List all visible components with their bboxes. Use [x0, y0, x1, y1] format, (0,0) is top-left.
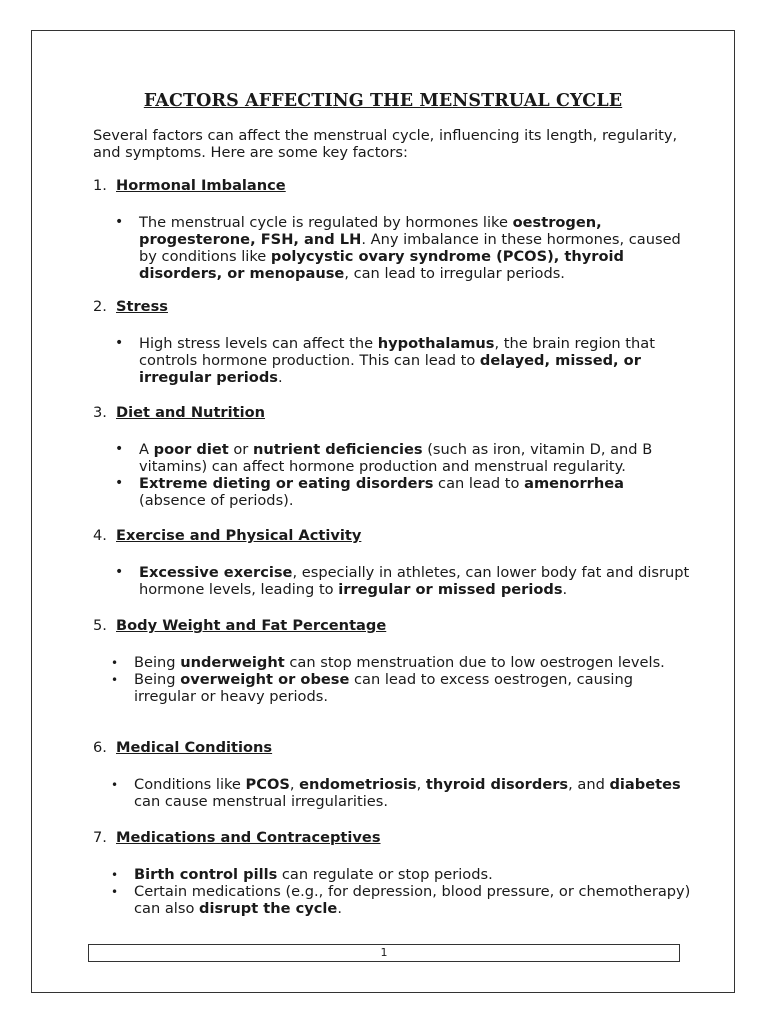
- bullet-icon: •: [115, 564, 124, 580]
- text-run: . Any imbalance in these hormones, caused by conditions like: [139, 231, 681, 265]
- text-run: ,: [416, 776, 426, 793]
- list-item: [93, 776, 693, 810]
- text-run: , especially in athletes, can lower body fat and disrupt hormone levels, leading to: [139, 564, 690, 598]
- list-item: [93, 441, 693, 475]
- text-run: or: [228, 441, 253, 458]
- section-heading: [93, 404, 693, 421]
- text-run: (absence of periods).: [139, 492, 294, 509]
- section-hormonal-imbalance: [93, 177, 693, 282]
- section-heading-text: Diet and Nutrition: [116, 404, 266, 421]
- text-run: High stress levels can affect the: [139, 335, 378, 352]
- section-heading: [93, 617, 693, 634]
- text-run: .: [562, 581, 568, 598]
- section-heading-text: Hormonal Imbalance: [116, 177, 286, 194]
- section-number: 1.: [93, 177, 107, 194]
- text-run: Conditions like: [134, 776, 246, 793]
- section-number: 2.: [93, 298, 107, 315]
- list-item: [93, 335, 693, 386]
- bullet-icon: •: [111, 778, 119, 792]
- bold-text: polycystic ovary syndrome (PCOS), thyroid disorders, or menopause: [139, 248, 624, 282]
- text-run: , the brain region that controls hormone production. This can lead to: [139, 335, 655, 369]
- section-medications: [93, 829, 693, 917]
- bold-text: disrupt the cycle: [199, 900, 338, 917]
- section-number: 5.: [93, 617, 107, 634]
- bold-text: Excessive exercise: [139, 564, 293, 581]
- list-item: [93, 866, 693, 883]
- document-page: [31, 30, 735, 993]
- section-heading: [93, 739, 693, 756]
- bold-text: underweight: [180, 654, 285, 671]
- page-footer: [88, 944, 680, 962]
- bold-text: amenorrhea: [524, 475, 624, 492]
- bold-text: PCOS: [245, 776, 290, 793]
- bullet-list: [93, 654, 693, 705]
- section-diet-and-nutrition: [93, 404, 693, 509]
- intro-paragraph: Several factors can affect the menstrual cycle, influencing its length, regularity, and symptoms. Here are some key factors:: [93, 127, 678, 161]
- list-item: [93, 214, 693, 282]
- text-run: can cause menstrual irregularities.: [134, 793, 388, 810]
- text-run: can lead to: [433, 475, 525, 492]
- bullet-icon: •: [115, 441, 124, 457]
- bold-text: thyroid disorders: [425, 776, 569, 793]
- text-run: , can lead to irregular periods.: [344, 265, 565, 282]
- list-item: [93, 564, 693, 598]
- bullet-list: [93, 214, 693, 282]
- text-run: .: [277, 369, 283, 386]
- section-exercise: [93, 527, 693, 598]
- bullet-list: [93, 564, 693, 598]
- section-heading-text: Body Weight and Fat Percentage: [116, 617, 387, 634]
- section-number: 6.: [93, 739, 107, 756]
- section-number: 7.: [93, 829, 107, 846]
- bold-text: nutrient deficiencies: [252, 441, 423, 458]
- list-item: [93, 671, 693, 705]
- bullet-icon: •: [111, 868, 119, 882]
- text-run: can stop menstruation due to low oestrogen levels.: [284, 654, 665, 671]
- bullet-list: [93, 866, 693, 917]
- list-item: [93, 475, 693, 509]
- section-heading: [93, 527, 693, 544]
- bold-text: hypothalamus: [377, 335, 495, 352]
- section-number: 3.: [93, 404, 107, 421]
- bold-text: poor diet: [153, 441, 229, 458]
- bullet-icon: •: [111, 673, 119, 687]
- section-number: 4.: [93, 527, 107, 544]
- section-heading-text: Medical Conditions: [116, 739, 273, 756]
- document-title: FACTORS AFFECTING THE MENSTRUAL CYCLE: [143, 91, 623, 111]
- bullet-icon: •: [115, 214, 124, 230]
- text-run: .: [337, 900, 342, 917]
- section-heading: [93, 177, 693, 194]
- section-heading-text: Stress: [116, 298, 168, 315]
- bold-text: oestrogen, progesterone, FSH, and LH: [139, 214, 602, 248]
- bold-text: overweight or obese: [180, 671, 350, 688]
- section-body-weight: [93, 617, 693, 705]
- bullet-list: [93, 776, 693, 810]
- bullet-icon: •: [115, 475, 124, 491]
- section-heading: [93, 829, 693, 846]
- bullet-icon: •: [115, 335, 124, 351]
- bold-text: Birth control pills: [134, 866, 278, 883]
- text-run: (such as iron, vitamin D, and B vitamins) can affect hormone production and menstrual regularity.: [139, 441, 653, 475]
- text-run: A: [139, 441, 154, 458]
- page-number: 1: [380, 946, 388, 959]
- bold-text: irregular or missed periods: [338, 581, 563, 598]
- bold-text: diabetes: [609, 776, 681, 793]
- text-run: Certain medications (e.g., for depression, blood pressure, or chemotherapy) can also: [134, 883, 691, 917]
- text-run: The menstrual cycle is regulated by hormones like: [139, 214, 513, 231]
- text-run: can regulate or stop periods.: [277, 866, 493, 883]
- section-medical-conditions: [93, 739, 693, 810]
- list-item: [93, 654, 693, 671]
- text-run: can lead to excess oestrogen, causing irregular or heavy periods.: [134, 671, 633, 705]
- text-run: Being: [134, 671, 181, 688]
- section-heading: [93, 298, 693, 315]
- section-stress: [93, 298, 693, 386]
- section-heading-text: Medications and Contraceptives: [116, 829, 381, 846]
- bold-text: endometriosis: [299, 776, 417, 793]
- list-item: [93, 883, 693, 917]
- text-run: ,: [289, 776, 300, 793]
- bullet-list: [93, 335, 693, 386]
- text-run: Being: [134, 654, 181, 671]
- bold-text: delayed, missed, or irregular periods: [139, 352, 641, 386]
- text-run: , and: [568, 776, 610, 793]
- bold-text: Extreme dieting or eating disorders: [139, 475, 434, 492]
- bullet-list: [93, 441, 693, 509]
- bullet-icon: •: [111, 656, 119, 670]
- bullet-icon: •: [111, 885, 119, 899]
- section-heading-text: Exercise and Physical Activity: [116, 527, 362, 544]
